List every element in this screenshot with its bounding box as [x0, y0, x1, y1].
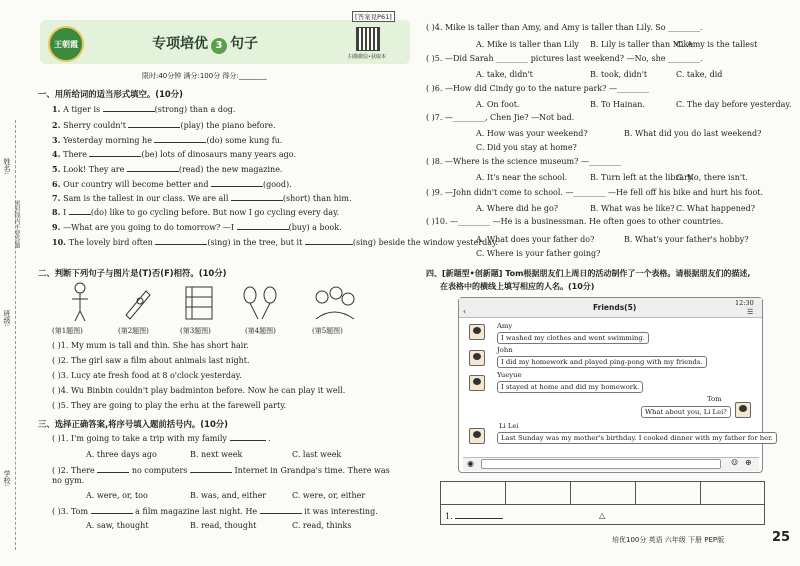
- mc-option[interactable]: A. Where did he go?: [476, 204, 559, 213]
- message-tom: What about you, Li Lei?: [641, 406, 731, 418]
- fill-item: 10. The lovely bird often (sing) in the tree, but it (sing) beside the window yesterday.: [52, 237, 499, 247]
- school-label: 学校:: [3, 470, 11, 487]
- mc-option[interactable]: A. saw, thought: [86, 521, 149, 530]
- answer-blank[interactable]: [190, 465, 232, 473]
- answer-blank[interactable]: [97, 465, 129, 473]
- qr-caption: 扫描微信•获取本: [348, 54, 386, 60]
- badminton-picture: [240, 283, 280, 323]
- sender-lilei: Li Lei: [499, 422, 519, 430]
- fill-item: 8. I (do) like to go cycling before. But now I go cycling every day.: [52, 207, 340, 217]
- mc-option[interactable]: C. read, thinks: [292, 521, 352, 530]
- tf-item: ( )2. The girl saw a film about animals last night.: [52, 356, 250, 365]
- item-number: 5.: [52, 164, 64, 174]
- activity-table: [440, 481, 765, 525]
- item-number: 1.: [52, 104, 64, 114]
- mc-option[interactable]: B. What was he like?: [590, 204, 675, 213]
- mc-option[interactable]: B. What's your father's hobby?: [624, 235, 749, 244]
- fill-item: 4. There (be) lots of dinosaurs many years ago.: [52, 149, 296, 159]
- part3-heading: 三、选择正确答案,将序号填入题前括号内。(10分): [38, 419, 228, 429]
- page-number: 25: [772, 530, 791, 545]
- mc-option[interactable]: C. were, or, either: [292, 491, 366, 500]
- mc-option[interactable]: B. read, thought: [190, 521, 257, 530]
- mc-question: ( )7. —________, Chen Jie? —Not bad.: [426, 113, 575, 122]
- mc-option[interactable]: C. Did you stay at home?: [476, 143, 577, 152]
- table-cell: [636, 482, 701, 504]
- table-cell: [441, 482, 506, 504]
- answer-bracket[interactable]: ( ): [52, 371, 61, 380]
- item-number: 3.: [52, 135, 64, 145]
- tf-item: ( )5. They are going to play the erhu at the farewell party.: [52, 401, 287, 410]
- add-icon[interactable]: ⊕: [745, 458, 752, 467]
- caption-1: (第1题图): [52, 327, 83, 335]
- caption-2: (第2题图): [118, 327, 149, 335]
- answer-bracket[interactable]: (: [426, 113, 432, 122]
- answer-bracket[interactable]: (: [52, 507, 58, 516]
- name-label: 姓名:: [3, 158, 11, 175]
- answer-blank[interactable]: [91, 506, 133, 514]
- message-john: I did my homework and played ping-pong with my friends.: [497, 356, 707, 368]
- answer-bracket[interactable]: (: [426, 54, 432, 63]
- mc-option[interactable]: C. last week: [292, 450, 342, 459]
- sender-john: John: [497, 346, 513, 354]
- section-title: 专项培优 3 句子: [152, 36, 258, 52]
- mc-option[interactable]: A. Mike is taller than Lily: [476, 40, 579, 49]
- table-triangle: △: [599, 511, 606, 520]
- mc-option[interactable]: A. three days ago: [86, 450, 157, 459]
- voice-icon[interactable]: ◉: [467, 459, 474, 468]
- part4-heading: 四、[新题型•创新题] Tom根据朋友们上周日的活动制作了一个表格。请根据朋友们的描述,: [426, 269, 751, 278]
- answer-bracket[interactable]: (: [52, 466, 58, 475]
- mc-option[interactable]: B. next week: [190, 450, 243, 459]
- fill-item: 5. Look! They are (read) the new magazine.: [52, 164, 283, 174]
- message-amy: I washed my clothes and went swimming.: [497, 332, 649, 344]
- shelf-picture: [180, 283, 220, 323]
- item-number: 9.: [52, 222, 64, 232]
- sender-tom: Tom: [707, 395, 722, 403]
- mc-option[interactable]: A. It's near the school.: [476, 173, 568, 182]
- mc-question: ( )5. —Did Sarah ________ pictures last weekend? —No, she ________.: [426, 54, 703, 63]
- avatar-lilei: [469, 428, 485, 444]
- avatar-john: [469, 350, 485, 366]
- mc-question: ( )2. There no computers Internet in Grandpa's time. There was no gym.: [52, 466, 390, 485]
- answer-blank[interactable]: [305, 237, 353, 245]
- class-label: 班级:: [3, 310, 11, 327]
- avatar-tom: [735, 402, 751, 418]
- answer-bracket[interactable]: ( ): [52, 401, 61, 410]
- emoji-icon[interactable]: ☺: [731, 458, 739, 467]
- table-divider: [441, 504, 764, 505]
- tf-item: ( )3. Lucy ate fresh food at 8 o'clock yesterday.: [52, 371, 242, 380]
- mc-question: ( )9. —John didn't come to school. —________ —He fell off his bike and hurt his foot.: [426, 188, 764, 197]
- item-number: 4.: [52, 149, 64, 159]
- avatar-amy: [469, 324, 485, 340]
- answer-blank[interactable]: [69, 207, 91, 215]
- fill-item: 3. Yesterday morning he (do) some kung fu.: [52, 135, 283, 145]
- item-number: 2.: [52, 120, 64, 130]
- mc-question: ( )4. Mike is taller than Amy, and Amy is taller than Lily. So ________.: [426, 23, 703, 32]
- answer-blank[interactable]: [211, 179, 263, 187]
- mc-option[interactable]: C. take, did: [676, 70, 723, 79]
- chat-title: Friends(5): [593, 303, 637, 312]
- item-number: 10.: [52, 237, 69, 247]
- mc-option[interactable]: A. What does your father do?: [476, 235, 595, 244]
- answer-blank[interactable]: [128, 120, 180, 128]
- answer-reference: [答案見P61]: [352, 11, 395, 22]
- message-yueyue: I stayed at home and did my homework.: [497, 381, 643, 393]
- answer-blank[interactable]: [103, 104, 155, 112]
- answer-bracket[interactable]: ( ): [52, 341, 61, 350]
- part1-heading: 一、用所给词的适当形式填空。(10分): [38, 89, 183, 99]
- mc-option[interactable]: C. The day before yesterday.: [676, 100, 792, 109]
- fill-item: 7. Sam is the tallest in our class. We are all (short) than him.: [52, 193, 352, 203]
- caption-5: (第5题图): [312, 327, 343, 335]
- sender-yueyue: Yueyue: [497, 371, 522, 379]
- mc-question: ( )8. —Where is the science museum? —________: [426, 157, 621, 166]
- mc-option[interactable]: B. Turn left at the library.: [590, 173, 694, 182]
- answer-blank[interactable]: [237, 222, 289, 230]
- answer-bracket[interactable]: (: [426, 217, 432, 226]
- rocket-picture: [118, 283, 158, 323]
- answer-bracket[interactable]: ( ): [52, 356, 61, 365]
- mc-option[interactable]: A. take, didn't: [476, 70, 533, 79]
- chat-time: 12:30: [735, 299, 754, 307]
- message-lilei: Last Sunday was my mother's birthday. I cooked dinner with my father for her.: [497, 432, 777, 444]
- mc-option[interactable]: A. How was your weekend?: [476, 129, 588, 138]
- tf-item: ( )1. My mum is tall and thin. She has short hair.: [52, 341, 249, 350]
- chat-window: [458, 297, 773, 473]
- seal-line-text: 密封线内不要答题: [13, 200, 20, 248]
- answer-blank[interactable]: [260, 506, 302, 514]
- menu-icon[interactable]: ☰: [747, 308, 754, 316]
- caption-4: (第4题图): [245, 327, 276, 335]
- fill-item: 1. A tiger is (strong) than a dog.: [52, 104, 236, 114]
- mc-question: ( )6. —How did Cindy go to the nature park? —________: [426, 84, 649, 93]
- sender-amy: Amy: [497, 322, 513, 330]
- table-cell: [506, 482, 571, 504]
- answer-blank[interactable]: [155, 237, 207, 245]
- tf-item: ( )4. Wu Binbin couldn't play badminton before. Now he can play it well.: [52, 386, 346, 395]
- mc-option[interactable]: C. Where is your father going?: [476, 249, 601, 258]
- item-number: 8.: [52, 207, 64, 217]
- mum-picture: [60, 281, 100, 321]
- party-picture: [312, 283, 356, 323]
- answer-bracket[interactable]: (: [426, 188, 432, 197]
- item-number: 7.: [52, 193, 64, 203]
- mc-option[interactable]: B. To Hainan.: [590, 100, 645, 109]
- item-number: 6.: [52, 179, 64, 189]
- mc-option[interactable]: A. were, or, too: [86, 491, 148, 500]
- table-first-label: 1.: [445, 511, 503, 522]
- mc-option[interactable]: B. What did you do last weekend?: [624, 129, 762, 138]
- answer-blank[interactable]: [89, 149, 141, 157]
- fill-item: 6. Our country will become better and (good).: [52, 179, 292, 189]
- answer-bracket[interactable]: (: [52, 434, 58, 443]
- mc-option[interactable]: B. Lily is taller than Mike: [590, 40, 694, 49]
- time-score-line: 限时:40分钟 满分:100分 得分:________: [142, 72, 267, 80]
- publisher-logo: 王朝霞: [48, 26, 84, 62]
- mc-option[interactable]: C. What happened?: [676, 204, 756, 213]
- answer-blank[interactable]: [230, 433, 266, 441]
- mc-option[interactable]: B. took, didn't: [590, 70, 648, 79]
- mc-option[interactable]: A. On foot.: [476, 100, 520, 109]
- mc-option[interactable]: B. was, and, either: [190, 491, 267, 500]
- footer-info: 培优100分 英语 六年级 下册 PEP版: [612, 536, 725, 544]
- message-input[interactable]: [481, 459, 721, 469]
- fill-item: 2. Sherry couldn't (play) the piano before.: [52, 120, 276, 130]
- answer-bracket[interactable]: ( ): [52, 386, 61, 395]
- avatar-yueyue: [469, 375, 485, 391]
- qr-code: [356, 27, 380, 51]
- mc-question: ( )1. I'm going to take a trip with my family .: [52, 434, 271, 443]
- part2-heading: 二、判断下列句子与图片是(T)否(F)相符。(10分): [38, 268, 227, 278]
- fill-item: 9. —What are you going to do tomorrow? —I (buy) a book.: [52, 222, 342, 232]
- answer-blank[interactable]: [154, 135, 206, 143]
- part4-heading-2: 在表格中的横线上填写相应的人名。(10分): [440, 282, 595, 291]
- mc-question: ( )10. —________ —He is a businessman. He often goes to other countries.: [426, 217, 724, 226]
- answer-bracket[interactable]: (: [426, 23, 432, 32]
- answer-bracket[interactable]: (: [426, 157, 432, 166]
- mc-question: ( )3. Tom a film magazine last night. He it was interesting.: [52, 507, 378, 516]
- back-icon[interactable]: ‹: [463, 307, 467, 316]
- mc-option[interactable]: C. Amy is the tallest: [676, 40, 758, 49]
- table-cell: [571, 482, 636, 504]
- mc-option[interactable]: C. No, there isn't.: [676, 173, 748, 182]
- caption-3: (第3题图): [180, 327, 211, 335]
- answer-bracket[interactable]: (: [426, 84, 432, 93]
- answer-blank[interactable]: [127, 164, 179, 172]
- answer-blank[interactable]: [231, 193, 283, 201]
